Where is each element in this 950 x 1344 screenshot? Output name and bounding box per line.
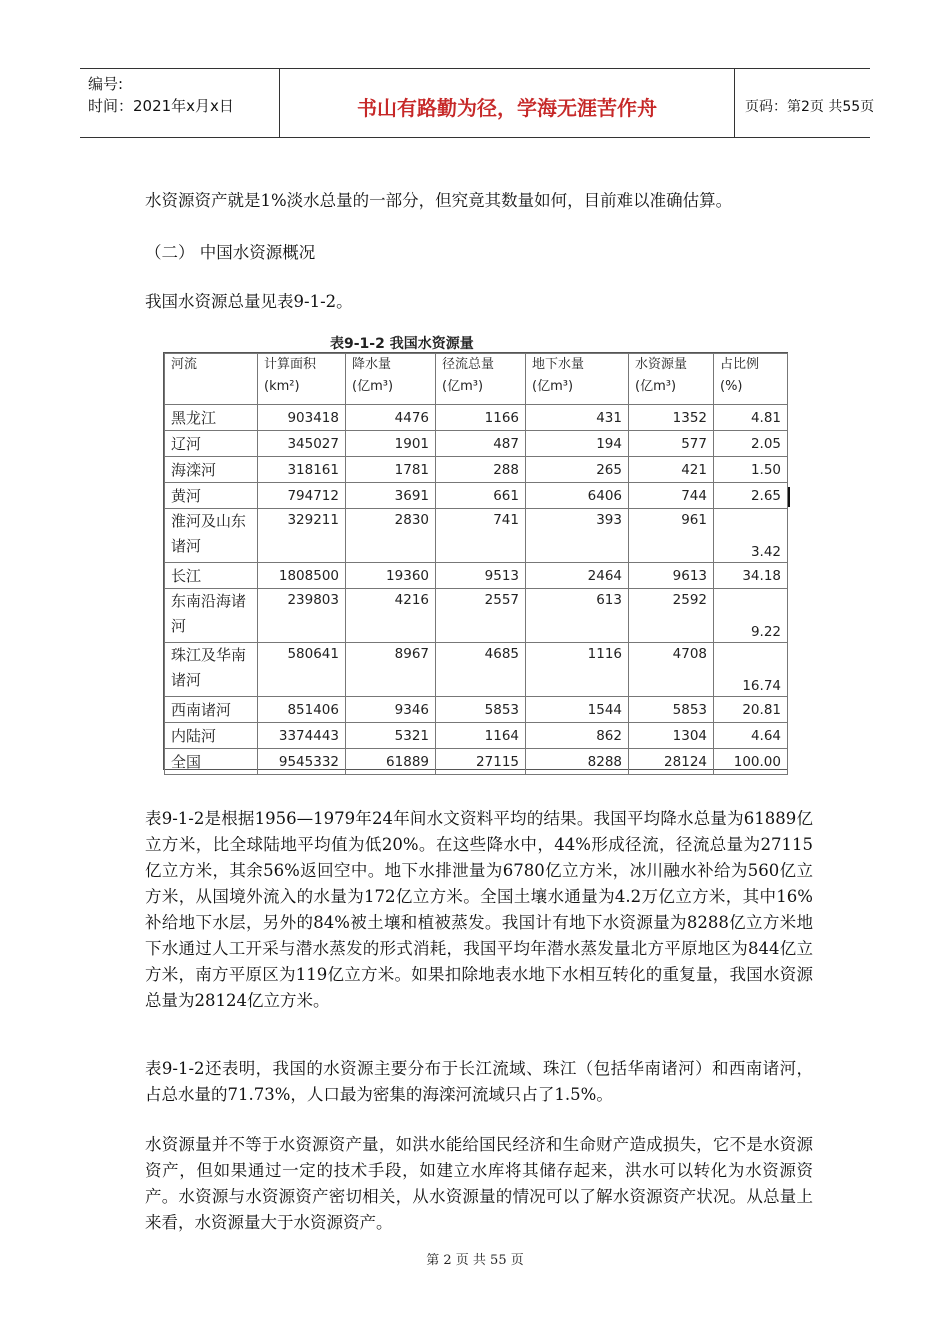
- body-line-1: 水资源资产就是1%淡水总量的一部分，但究竟其数量如何，目前难以准确估算。: [145, 191, 733, 210]
- value-cell: 2.05: [714, 431, 788, 457]
- value-cell: 8288: [526, 749, 629, 775]
- river-name-cell: 内陆河: [165, 723, 258, 749]
- value-cell: 431: [526, 405, 629, 431]
- value-cell: 61889: [346, 749, 436, 775]
- value-cell: 577: [629, 431, 714, 457]
- value-cell: 318161: [258, 457, 346, 483]
- body-line-3: 我国水资源总量见表9-1-2。: [145, 292, 353, 311]
- value-cell: 9513: [436, 563, 526, 589]
- table-row: [165, 431, 788, 457]
- value-cell: 1352: [629, 405, 714, 431]
- table-row: [165, 483, 788, 509]
- value-cell: 4.64: [714, 723, 788, 749]
- value-cell: 2557: [436, 589, 526, 643]
- value-cell: 1781: [346, 457, 436, 483]
- table-row: [165, 589, 788, 643]
- value-cell: 421: [629, 457, 714, 483]
- column-header: [346, 354, 436, 405]
- value-cell: 16.74: [714, 643, 788, 697]
- table-header-row: [165, 354, 788, 405]
- value-cell: 239803: [258, 589, 346, 643]
- value-cell: 20.81: [714, 697, 788, 723]
- value-cell: 2464: [526, 563, 629, 589]
- value-cell: 487: [436, 431, 526, 457]
- value-cell: 1.50: [714, 457, 788, 483]
- river-name-cell: 辽河: [165, 431, 258, 457]
- paragraph-1: 表9-1-2是根据1956—1979年24年间水文资料平均的结果。我国平均降水总量为61889亿立方米，比全球陆地平均值为低20%。在这些降水中，44%形成径流，径流总量为27115亿立方米，其余56%返回空中。地下水排泄量为6780亿立方米，冰川融水补给为560亿立方米，从国境外流入的水量为172亿立方米。全国土壤水通量为4.2万亿立方米，其中16%补给地下水层，另外的84%被土壤和植被蒸发。我国计有地下水资源量为8288亿立方米地下水通过人工开采与潜水蒸发的形式消耗，我国平均年潜水蒸发量北方平原地区为844亿立方米，南方平原区为119亿立方米。如果扣除地表水地下水相互转化的重复量，我国水资源总量为28124亿立方米。: [145, 809, 813, 1010]
- table-row: [165, 643, 788, 697]
- value-cell: 1116: [526, 643, 629, 697]
- document-number-label: 编号:: [88, 75, 124, 93]
- value-cell: 1164: [436, 723, 526, 749]
- header-motto: 书山有路勤为径，学海无涯苦作舟: [280, 69, 735, 137]
- column-header-label: 降水量: [352, 357, 392, 372]
- value-cell: 5853: [436, 697, 526, 723]
- header-meta: [80, 69, 280, 137]
- column-header-unit: (%): [720, 379, 743, 394]
- page-footer: 第 2 页 共 55 页: [426, 1253, 524, 1268]
- section-heading: （二） 中国水资源概况: [145, 243, 316, 262]
- value-cell: 1166: [436, 405, 526, 431]
- water-resources-table: [163, 352, 788, 770]
- value-cell: 393: [526, 509, 629, 563]
- river-name-cell: 海滦河: [165, 457, 258, 483]
- value-cell: 265: [526, 457, 629, 483]
- column-header: [165, 354, 258, 405]
- table-title: 表9-1-2 我国水资源量: [330, 336, 474, 352]
- value-cell: 1544: [526, 697, 629, 723]
- column-header: [629, 354, 714, 405]
- value-cell: 9545332: [258, 749, 346, 775]
- column-header-label: 占比例: [720, 357, 760, 372]
- value-cell: 1808500: [258, 563, 346, 589]
- column-header-label: 水资源量: [635, 357, 688, 372]
- value-cell: 661: [436, 483, 526, 509]
- value-cell: 3374443: [258, 723, 346, 749]
- paragraph-2: 表9-1-2还表明，我国的水资源主要分布于长江流域、珠江（包括华南诸河）和西南诸河，占总水量的71.73%，人口最为密集的海滦河流域只占了1.5%。: [145, 1059, 813, 1104]
- value-cell: 9.22: [714, 589, 788, 643]
- table-row: [165, 405, 788, 431]
- value-cell: 580641: [258, 643, 346, 697]
- value-cell: 34.18: [714, 563, 788, 589]
- value-cell: 1901: [346, 431, 436, 457]
- value-cell: 329211: [258, 509, 346, 563]
- value-cell: 4708: [629, 643, 714, 697]
- water-resources-grid: [164, 353, 788, 775]
- header-page-info: 页码：第2页 共55页: [745, 99, 875, 115]
- river-name-cell: 珠江及华南诸河: [165, 643, 258, 697]
- value-cell: 862: [526, 723, 629, 749]
- value-cell: 5853: [629, 697, 714, 723]
- river-name-cell: 黄河: [165, 483, 258, 509]
- value-cell: 27115: [436, 749, 526, 775]
- column-header: [436, 354, 526, 405]
- column-header-unit: (km²): [264, 379, 300, 394]
- river-name-cell: 长江: [165, 563, 258, 589]
- table-row: [165, 749, 788, 775]
- column-header-unit: (亿m³): [352, 379, 394, 394]
- table-row: [165, 563, 788, 589]
- value-cell: 194: [526, 431, 629, 457]
- value-cell: 613: [526, 589, 629, 643]
- value-cell: 744: [629, 483, 714, 509]
- column-header-unit: (亿m³): [635, 379, 677, 394]
- text-cursor-marker: [788, 487, 790, 507]
- column-header: [714, 354, 788, 405]
- column-header: [526, 354, 629, 405]
- column-header-label: 计算面积: [264, 357, 317, 372]
- value-cell: 4216: [346, 589, 436, 643]
- value-cell: 100.00: [714, 749, 788, 775]
- value-cell: 9613: [629, 563, 714, 589]
- column-header-unit: (亿m³): [532, 379, 574, 394]
- value-cell: 741: [436, 509, 526, 563]
- column-header-unit: (亿m³): [442, 379, 484, 394]
- table-row: [165, 697, 788, 723]
- page-header: [80, 68, 875, 138]
- river-name-cell: 淮河及山东诸河: [165, 509, 258, 563]
- table-row: [165, 509, 788, 563]
- column-header: [258, 354, 346, 405]
- value-cell: 4685: [436, 643, 526, 697]
- river-name-cell: 黑龙江: [165, 405, 258, 431]
- value-cell: 5321: [346, 723, 436, 749]
- value-cell: 3691: [346, 483, 436, 509]
- value-cell: 1304: [629, 723, 714, 749]
- river-name-cell: 西南诸河: [165, 697, 258, 723]
- column-header-label: 河流: [171, 357, 198, 372]
- value-cell: 851406: [258, 697, 346, 723]
- table-row: [165, 723, 788, 749]
- value-cell: 4476: [346, 405, 436, 431]
- value-cell: 28124: [629, 749, 714, 775]
- value-cell: 2830: [346, 509, 436, 563]
- value-cell: 961: [629, 509, 714, 563]
- paragraph-3: 水资源量并不等于水资源资产量，如洪水能给国民经济和生命财产造成损失，它不是水资源资产，但如果通过一定的技术手段，如建立水库将其储存起来，洪水可以转化为水资源资产。水资源与水资源资产密切相关，从水资源量的情况可以了解水资源资产状况。从总量上来看，水资源量大于水资源资产。: [145, 1135, 813, 1232]
- value-cell: 2.65: [714, 483, 788, 509]
- value-cell: 4.81: [714, 405, 788, 431]
- table-row: [165, 457, 788, 483]
- value-cell: 2592: [629, 589, 714, 643]
- value-cell: 6406: [526, 483, 629, 509]
- river-name-cell: 东南沿海诸河: [165, 589, 258, 643]
- value-cell: 3.42: [714, 509, 788, 563]
- value-cell: 903418: [258, 405, 346, 431]
- value-cell: 345027: [258, 431, 346, 457]
- value-cell: 288: [436, 457, 526, 483]
- column-header-label: 径流总量: [442, 357, 495, 372]
- river-name-cell: 全国: [165, 749, 258, 775]
- value-cell: 9346: [346, 697, 436, 723]
- value-cell: 8967: [346, 643, 436, 697]
- value-cell: 19360: [346, 563, 436, 589]
- column-header-label: 地下水量: [532, 357, 585, 372]
- document-time-label: 时间：2021年x月x日: [88, 97, 234, 115]
- value-cell: 794712: [258, 483, 346, 509]
